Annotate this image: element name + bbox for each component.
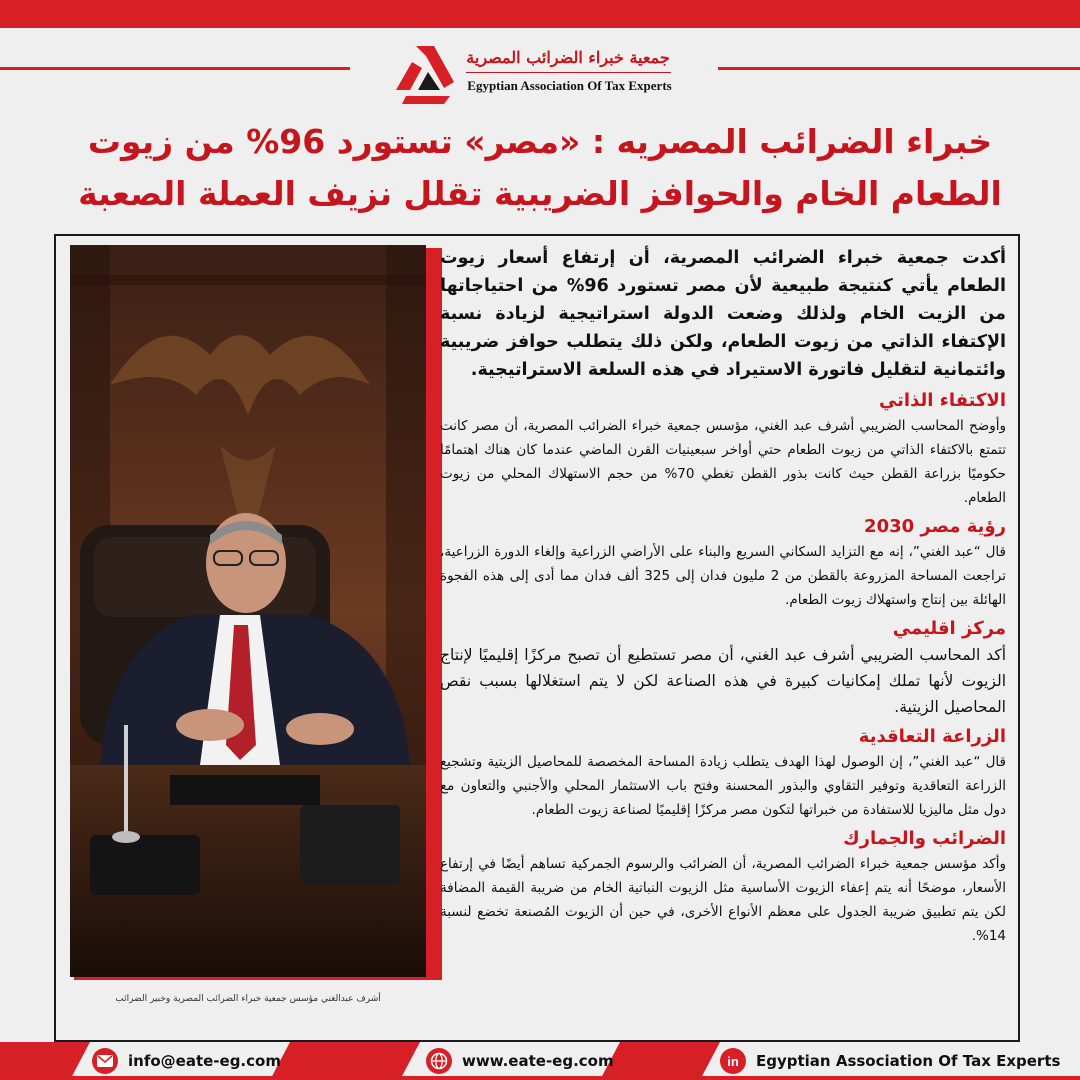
photo-caption: أشرف عبدالغني مؤسس جمعية خبراء الضرائب المصرية وخبير الضرائب [115, 994, 381, 1004]
footer-website[interactable] [426, 1044, 614, 1078]
logo-divider [466, 72, 671, 73]
headline-line-1: خبراء الضرائب المصريه : «مصر» تستورد 96% من زيوت [87, 122, 993, 161]
section-text-regional-hub: أكد المحاسب الضريبي أشرف عبد الغني، أن مصر تستطيع أن تصبح مركزًا إقليميًا لإنتاج الزيوت لأنها تملك إمكانيات كبيرة في هذه الصناعة لكن لا يتم استغلالها بسبب نقص المحاصيل الزيتية. [440, 646, 1006, 716]
section-text-contract-farming: قال “عبد الغني”، إن الوصول لهذا الهدف يتطلب زيادة المساحة المخصصة للمحاصيل الزيتية وتشجيع الزراعة التعاقدية وتوفير التقاوي والبذور المحسنة وفتح باب الاستثمار المحلي والأجنبي والتعاون مع دول مثل ماليزيا للاستفادة من خبراتها لتكون مصر مركزًا إقليميًا لصناعة زيوت الطعام. [440, 754, 1006, 818]
article-body [440, 244, 1006, 948]
header-rule-left [0, 67, 350, 70]
brand-name-english: Egyptian Association Of Tax Experts [467, 78, 672, 93]
footer-email[interactable] [92, 1044, 281, 1078]
section-text-vision-2030: قال “عبد الغني”، إنه مع التزايد السكاني السريع والبناء على الأراضي الزراعية وإلغاء الدورة الزراعية، تراجعت المساحة المزروعة بالقطن من 2 مليون فدان إلى 325 ألف فدان مما أدى إلى هذه الفجوة الهائلة بين إنتاج واستهلاك زيوت الطعام. [440, 544, 1006, 608]
envelope-icon [92, 1048, 118, 1074]
section-text-taxes-customs: وأكد مؤسس جمعية خبراء الضرائب المصرية، أن الضرائب والرسوم الجمركية تساهم أيضًا في إرتفاع الأسعار، موضحًا أنه يتم إعفاء الزيوت الأساسية مثل الزيوت النباتية الخام من ضريبة القيمة المضافة لكن يتم تطبيق ضريبة الجدول على معظم الأنواع الأخرى، في حين أن الزيوت المُصنعة تخضع لنسبة 14%. [440, 856, 1006, 944]
brand-logo[interactable] [392, 40, 692, 106]
footer-linkedin-text: Egyptian Association Of Tax Experts [756, 1052, 1061, 1070]
section-title-contract-farming: الزراعة التعاقدية [858, 726, 1006, 747]
section-text-self-sufficiency: وأوضح المحاسب الضريبي أشرف عبد الغني، مؤسس جمعية خبراء الضرائب المصرية، أن مصر كانت تتمتع بالاكتفاء الذاتي من زيوت الطعام حتي أواخر سبعينيات القرن الماضي عندما كان هناك اهتمامًا حكوميًا بزراعة القطن حيث كانت بذور القطن تغطي 70% من حجم الاستهلاك المحلي من زيوت الطعام. [440, 418, 1006, 506]
globe-icon [426, 1048, 452, 1074]
logo-triangle-icon [392, 42, 458, 104]
article-lead: أكدت جمعية خبراء الضرائب المصرية، أن إرتفاع أسعار زيوت الطعام يأتي كنتيجة طبيعية لأن مصر تستورد 96% من احتياجاتها من الزيت الخام ولذلك وضعت الدولة استراتيجية لزيادة نسبة الإكتفاء الذاتي من زيوت الطعام، ولكن ذلك يتطلب حوافز ضريبية وائتمانية لتقليل فاتورة الاستيراد في هذه السلعة الاستراتيجية. [440, 248, 1006, 380]
footer-linkedin[interactable] [720, 1044, 1060, 1078]
section-title-vision-2030: رؤية مصر 2030 [864, 516, 1006, 537]
linkedin-icon: in [720, 1048, 746, 1074]
section-title-regional-hub: مركز اقليمي [892, 618, 1006, 639]
top-red-band [0, 0, 1080, 28]
section-title-self-sufficiency: الاكتفاء الذاتي [878, 390, 1006, 411]
footer-website-text: www.eate-eg.com [462, 1052, 614, 1070]
footer-email-text: info@eate-eg.com [128, 1052, 281, 1070]
headline [60, 116, 1020, 220]
header-rule-right [718, 67, 1080, 70]
portrait-photo [70, 245, 426, 977]
brand-name-arabic: جمعية خبراء الضرائب المصرية [466, 48, 670, 67]
headline-line-2: الطعام الخام والحوافز الضريبية تقلل نزيف العملة الصعبة [78, 174, 1002, 213]
section-title-taxes-customs: الضرائب والجمارك [843, 828, 1006, 849]
